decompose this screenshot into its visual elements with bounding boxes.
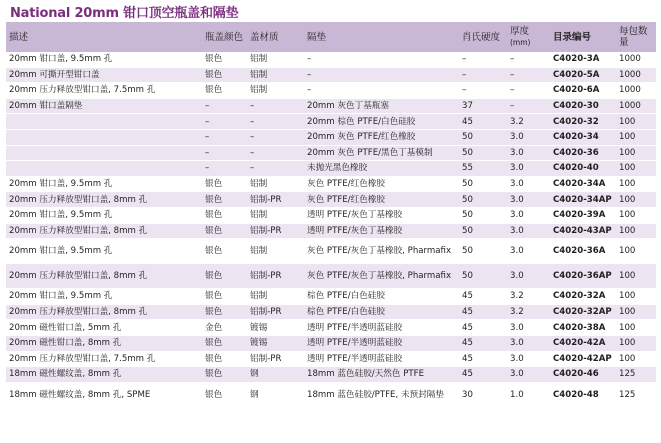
table-row	[6, 304, 656, 320]
cell-description: 20mm 压力释放型钳口盖, 8mm 孔	[6, 223, 202, 239]
cell-cap-material: –	[247, 129, 304, 145]
cell-catalog: C4020-42AP	[550, 351, 616, 367]
cell-septa: 棕色 PTFE/白色硅胶	[304, 304, 459, 320]
cell-cap-material: 镀锡	[247, 320, 304, 336]
cell-thickness: 3.0	[507, 176, 550, 192]
cell-quantity: 100	[616, 207, 656, 223]
cell-septa: 透明 PTFE/半透明蓝硅胶	[304, 335, 459, 351]
cell-cap-material: 铝制	[247, 207, 304, 223]
cell-description: 20mm 磁性钳口盖, 8mm 孔	[6, 335, 202, 351]
cell-quantity: 100	[616, 161, 656, 177]
cell-cap-color: –	[202, 161, 247, 177]
cell-cap-color: 银色	[202, 83, 247, 99]
cell-cap-material: 钢	[247, 367, 304, 383]
cell-cap-color: –	[202, 145, 247, 161]
cell-catalog: C4020-36	[550, 145, 616, 161]
cell-description: 18mm 磁性螺纹盖, 8mm 孔, SPME	[6, 382, 202, 407]
cell-septa: 灰色 PTFE/灰色丁基橡胶, Pharmafix	[304, 264, 459, 289]
cell-hardness: 50	[459, 129, 507, 145]
cell-quantity: 1000	[616, 67, 656, 83]
cell-catalog: C4020-34A	[550, 176, 616, 192]
cell-septa: 灰色 PTFE/灰色丁基橡胶, Pharmafix	[304, 239, 459, 264]
table-row	[6, 335, 656, 351]
cell-cap-color: 银色	[202, 176, 247, 192]
cell-hardness: 50	[459, 145, 507, 161]
cell-catalog: C4020-40	[550, 161, 616, 177]
cell-cap-material: –	[247, 145, 304, 161]
table-row	[6, 382, 656, 407]
cell-cap-color: 银色	[202, 207, 247, 223]
table-row	[6, 367, 656, 383]
cell-thickness: 3.0	[507, 351, 550, 367]
cell-catalog: C4020-5A	[550, 67, 616, 83]
cell-cap-color: 银色	[202, 304, 247, 320]
cell-catalog: C4020-3A	[550, 52, 616, 67]
cell-cap-color: 银色	[202, 67, 247, 83]
cell-hardness: 45	[459, 335, 507, 351]
table-row	[6, 239, 656, 264]
table-row	[6, 289, 656, 305]
cell-description: 20mm 钳口盖, 9.5mm 孔	[6, 289, 202, 305]
table-row	[6, 161, 656, 177]
table-row	[6, 176, 656, 192]
cell-description: 20mm 钳口盖, 9.5mm 孔	[6, 52, 202, 67]
cell-description	[6, 145, 202, 161]
cell-description: 20mm 压力释放型钳口盖, 7.5mm 孔	[6, 351, 202, 367]
cell-quantity: 100	[616, 335, 656, 351]
cell-cap-color: 银色	[202, 289, 247, 305]
cell-cap-color: 银色	[202, 335, 247, 351]
header-cap-material: 盖材质	[247, 22, 304, 52]
cell-cap-material: 铝制	[247, 239, 304, 264]
cell-catalog: C4020-48	[550, 382, 616, 407]
cell-thickness: 3.0	[507, 145, 550, 161]
cell-quantity: 125	[616, 382, 656, 407]
table-row	[6, 67, 656, 83]
cell-catalog: C4020-30	[550, 98, 616, 114]
cell-description: 20mm 压力释放型钳口盖, 7.5mm 孔	[6, 83, 202, 99]
cell-cap-color: 金色	[202, 320, 247, 336]
cell-hardness: 50	[459, 239, 507, 264]
cell-thickness: –	[507, 67, 550, 83]
cell-cap-color: –	[202, 129, 247, 145]
cell-quantity: 100	[616, 223, 656, 239]
cell-septa: –	[304, 83, 459, 99]
cell-cap-color: 银色	[202, 52, 247, 67]
table-row	[6, 98, 656, 114]
cell-cap-color: –	[202, 98, 247, 114]
cell-description	[6, 114, 202, 130]
cell-quantity: 100	[616, 304, 656, 320]
cell-catalog: C4020-36AP	[550, 264, 616, 289]
cell-catalog: C4020-6A	[550, 83, 616, 99]
header-thickness-label: 厚度	[510, 26, 530, 37]
cell-description: 18mm 磁性螺纹盖, 8mm 孔	[6, 367, 202, 383]
cell-cap-material: 镀锡	[247, 335, 304, 351]
cell-septa: 20mm 棕色 PTFE/白色硅胶	[304, 114, 459, 130]
cell-cap-material: –	[247, 98, 304, 114]
cell-cap-material: 铝制-PR	[247, 264, 304, 289]
table-row	[6, 223, 656, 239]
cell-catalog: C4020-42A	[550, 335, 616, 351]
cell-hardness: 45	[459, 320, 507, 336]
header-quantity: 每包数量	[616, 22, 656, 52]
cell-thickness: 3.0	[507, 335, 550, 351]
cell-description: 20mm 钳口盖, 9.5mm 孔	[6, 176, 202, 192]
cell-quantity: 100	[616, 192, 656, 208]
cell-description: 20mm 钳口盖隔垫	[6, 98, 202, 114]
cell-description: 20mm 钳口盖, 9.5mm 孔	[6, 239, 202, 264]
cell-cap-color: 银色	[202, 351, 247, 367]
cell-description: 20mm 磁性钳口盖, 5mm 孔	[6, 320, 202, 336]
cell-cap-color: 银色	[202, 239, 247, 264]
cell-description: 20mm 钳口盖, 9.5mm 孔	[6, 207, 202, 223]
table-row	[6, 207, 656, 223]
cell-hardness: 45	[459, 304, 507, 320]
cell-cap-color: –	[202, 114, 247, 130]
cell-catalog: C4020-43AP	[550, 223, 616, 239]
cell-quantity: 100	[616, 145, 656, 161]
table-row	[6, 52, 656, 67]
cell-hardness: 50	[459, 176, 507, 192]
cell-cap-material: 铝制-PR	[247, 223, 304, 239]
cell-cap-color: 银色	[202, 382, 247, 407]
table-row	[6, 264, 656, 289]
cell-hardness: –	[459, 67, 507, 83]
cell-hardness: –	[459, 52, 507, 67]
cell-hardness: 30	[459, 382, 507, 407]
cell-catalog: C4020-34AP	[550, 192, 616, 208]
page-title: National 20mm 钳口顶空瓶盖和隔垫	[10, 6, 239, 21]
cell-quantity: 100	[616, 114, 656, 130]
cell-thickness: 3.0	[507, 192, 550, 208]
cell-quantity: 1000	[616, 83, 656, 99]
cell-septa: 未抛光黑色橡胶	[304, 161, 459, 177]
cell-description: 20mm 压力释放型钳口盖, 8mm 孔	[6, 304, 202, 320]
cell-septa: 透明 PTFE/灰色丁基橡胶	[304, 207, 459, 223]
header-hardness: 肖氏硬度	[459, 22, 507, 52]
cell-cap-material: –	[247, 114, 304, 130]
cell-thickness: 3.0	[507, 367, 550, 383]
cell-septa: 灰色 PTFE/红色橡胶	[304, 176, 459, 192]
cell-septa: 18mm 蓝色硅胶/PTFE, 未预封隔垫	[304, 382, 459, 407]
cell-septa: 透明 PTFE/半透明蓝硅胶	[304, 320, 459, 336]
cell-quantity: 100	[616, 129, 656, 145]
header-thickness-unit: (mm)	[510, 38, 531, 47]
cell-thickness: –	[507, 52, 550, 67]
cell-cap-material: 铝制-PR	[247, 351, 304, 367]
cell-thickness: 3.0	[507, 129, 550, 145]
cell-thickness: 3.0	[507, 223, 550, 239]
table-row	[6, 83, 656, 99]
cell-catalog: C4020-38A	[550, 320, 616, 336]
cell-septa: 18mm 蓝色硅胶/天然色 PTFE	[304, 367, 459, 383]
cell-thickness: 3.0	[507, 264, 550, 289]
cell-septa: 灰色 PTFE/红色橡胶	[304, 192, 459, 208]
cell-hardness: 37	[459, 98, 507, 114]
cell-thickness: –	[507, 98, 550, 114]
cell-hardness: 45	[459, 351, 507, 367]
cell-thickness: 3.0	[507, 239, 550, 264]
cell-septa: 透明 PTFE/半透明蓝硅胶	[304, 351, 459, 367]
cell-thickness: 3.0	[507, 161, 550, 177]
cell-thickness: 3.0	[507, 207, 550, 223]
cell-hardness: 50	[459, 207, 507, 223]
header-catalog: 目录编号	[550, 22, 616, 52]
cell-catalog: C4020-32AP	[550, 304, 616, 320]
table-body	[6, 52, 656, 407]
table-row	[6, 320, 656, 336]
cell-hardness: 55	[459, 161, 507, 177]
cell-cap-material: 铝制	[247, 83, 304, 99]
cell-cap-color: 银色	[202, 223, 247, 239]
cell-hardness: –	[459, 83, 507, 99]
header-cap-color: 瓶盖颜色	[202, 22, 247, 52]
cell-catalog: C4020-34	[550, 129, 616, 145]
header-thickness	[507, 22, 550, 52]
cell-septa: 20mm 灰色 PTFE/黑色丁基模制	[304, 145, 459, 161]
cell-cap-material: 铝制	[247, 289, 304, 305]
cell-description: 20mm 压力释放型钳口盖, 8mm 孔	[6, 192, 202, 208]
table-row	[6, 129, 656, 145]
cell-hardness: 50	[459, 264, 507, 289]
cell-cap-material: 铝制	[247, 176, 304, 192]
cell-septa: 20mm 灰色 PTFE/红色橡胶	[304, 129, 459, 145]
header-septa: 隔垫	[304, 22, 459, 52]
cell-thickness: 3.2	[507, 304, 550, 320]
table-row	[6, 145, 656, 161]
cell-description: 20mm 可撕开型钳口盖	[6, 67, 202, 83]
cell-quantity: 100	[616, 289, 656, 305]
cell-quantity: 100	[616, 264, 656, 289]
cell-quantity: 100	[616, 239, 656, 264]
cell-catalog: C4020-32A	[550, 289, 616, 305]
cell-hardness: 50	[459, 223, 507, 239]
cell-cap-color: 银色	[202, 264, 247, 289]
cell-description	[6, 161, 202, 177]
cell-cap-material: 铝制	[247, 52, 304, 67]
cell-cap-color: 银色	[202, 192, 247, 208]
cell-catalog: C4020-36A	[550, 239, 616, 264]
cell-cap-material: 铝制-PR	[247, 304, 304, 320]
cell-septa: 棕色 PTFE/白色硅胶	[304, 289, 459, 305]
cell-septa: –	[304, 67, 459, 83]
cell-hardness: 45	[459, 289, 507, 305]
cell-quantity: 1000	[616, 52, 656, 67]
cell-hardness: 45	[459, 114, 507, 130]
cell-cap-color: 银色	[202, 367, 247, 383]
cell-thickness: 3.2	[507, 289, 550, 305]
cell-cap-material: 铝制-PR	[247, 192, 304, 208]
cell-cap-material: 钢	[247, 382, 304, 407]
cell-cap-material: 铝制	[247, 67, 304, 83]
cell-description	[6, 129, 202, 145]
cell-thickness: –	[507, 83, 550, 99]
table-header-row	[6, 22, 656, 52]
cell-septa: 透明 PTFE/灰色丁基橡胶	[304, 223, 459, 239]
cell-septa: 20mm 灰色丁基瓶塞	[304, 98, 459, 114]
cell-catalog: C4020-39A	[550, 207, 616, 223]
table-row	[6, 192, 656, 208]
cell-description: 20mm 压力释放型钳口盖, 8mm 孔	[6, 264, 202, 289]
cell-quantity: 1000	[616, 98, 656, 114]
cell-quantity: 100	[616, 176, 656, 192]
cell-catalog: C4020-32	[550, 114, 616, 130]
cell-catalog: C4020-46	[550, 367, 616, 383]
table-row	[6, 351, 656, 367]
cell-thickness: 3.0	[507, 320, 550, 336]
table-row	[6, 114, 656, 130]
cell-septa: –	[304, 52, 459, 67]
cell-thickness: 3.2	[507, 114, 550, 130]
cell-cap-material: –	[247, 161, 304, 177]
cell-quantity: 100	[616, 351, 656, 367]
cell-quantity: 100	[616, 320, 656, 336]
cell-hardness: 50	[459, 192, 507, 208]
header-description: 描述	[6, 22, 202, 52]
cell-thickness: 1.0	[507, 382, 550, 407]
product-table	[6, 22, 656, 408]
cell-hardness: 45	[459, 367, 507, 383]
cell-quantity: 125	[616, 367, 656, 383]
